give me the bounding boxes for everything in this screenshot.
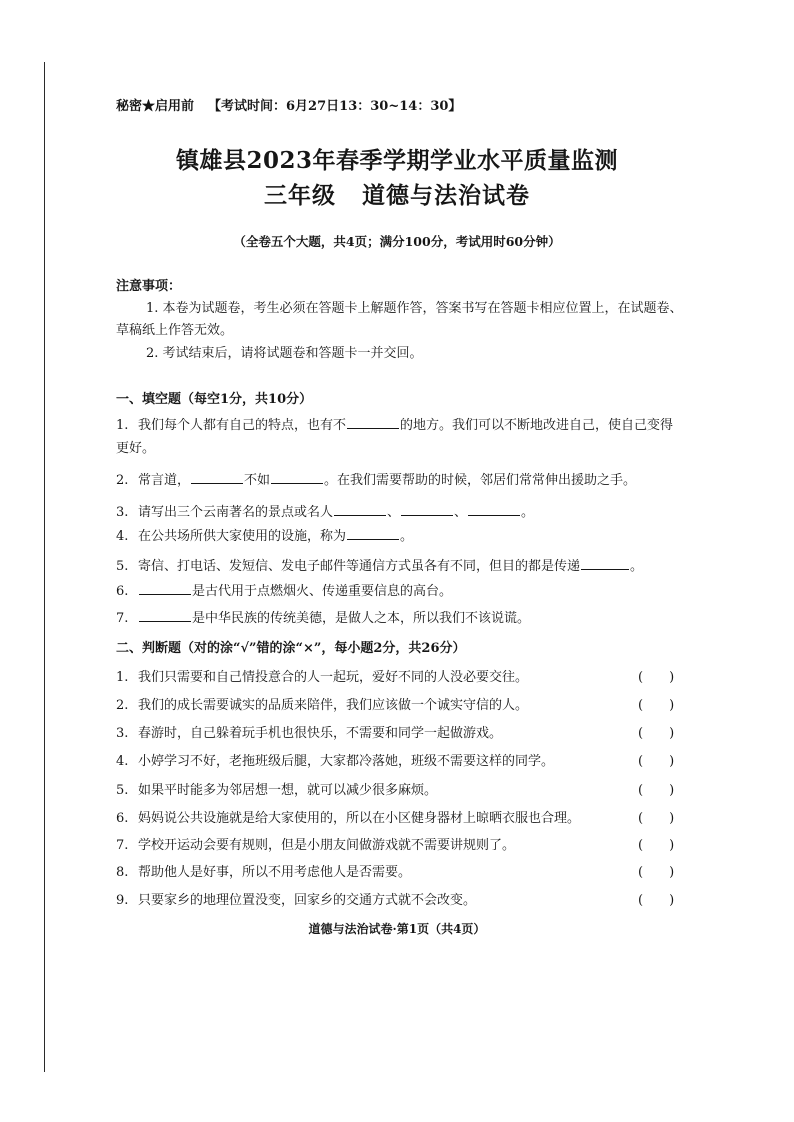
answer-blank <box>347 525 399 540</box>
question-text: 。 <box>630 559 644 574</box>
answer-blank <box>334 501 386 516</box>
true-false-question <box>116 807 686 830</box>
answer-parentheses <box>638 698 674 713</box>
question-number: 5. <box>116 783 129 798</box>
exam-subtitle-title <box>0 177 794 210</box>
question-number: 3. <box>116 726 129 741</box>
paren-open: ( <box>638 698 644 713</box>
fill-question <box>116 580 686 603</box>
confidential-label: 秘密★启用前 <box>116 99 195 114</box>
question-text: 、 <box>454 505 468 520</box>
fill-question <box>116 469 686 492</box>
question-text: 请写出三个云南著名的景点或名人 <box>138 505 334 520</box>
answer-blank <box>139 607 191 622</box>
paren-close: ) <box>669 754 675 769</box>
paren-open: ( <box>638 893 644 908</box>
paren-open: ( <box>638 865 644 880</box>
question-text: 妈妈说公共设施就是给大家使用的，所以在小区健身器材上晾晒衣服也合理。 <box>138 811 581 826</box>
paren-close: ) <box>669 670 675 685</box>
question-text: 帮助他人是好事，所以不用考虑他人是否需要。 <box>138 865 412 880</box>
answer-parentheses <box>638 754 674 769</box>
answer-blank <box>191 469 243 484</box>
answer-parentheses <box>638 783 674 798</box>
fill-question <box>116 501 686 524</box>
exam-info: （全卷五个大题，共4页；满分100分，考试用时60分钟） <box>233 234 561 249</box>
notice-item: 2. 考试结束后，请将试题卷和答题卡一并交回。 <box>146 346 423 361</box>
answer-blank <box>139 580 191 595</box>
question-text: 。在我们需要帮助的时候，邻居们常常伸出援助之手。 <box>324 473 637 488</box>
answer-parentheses <box>638 865 674 880</box>
question-text: 常言道， <box>138 473 191 488</box>
true-false-question <box>116 889 686 912</box>
paren-close: ) <box>669 893 675 908</box>
paren-open: ( <box>638 811 644 826</box>
question-number: 4. <box>116 529 129 544</box>
question-text: 、 <box>387 505 401 520</box>
fill-question <box>116 414 686 460</box>
answer-blank <box>347 414 399 429</box>
section-heading-true-false: 二、判断题（对的涂“√”错的涂“×”，每小题2分，共26分） <box>116 641 466 656</box>
answer-blank <box>468 501 520 516</box>
question-text: 如果平时能多为邻居想一想，就可以减少很多麻烦。 <box>138 783 438 798</box>
answer-parentheses <box>638 811 674 826</box>
question-text: 的地方。我们可以不断地改进自己，使自己变得更好。 <box>116 418 674 456</box>
question-text: 学校开运动会要有规则，但是小朋友间做游戏就不需要讲规则了。 <box>138 838 516 853</box>
question-number: 5. <box>116 559 129 574</box>
true-false-question <box>116 750 686 773</box>
paren-close: ) <box>669 811 675 826</box>
paren-close: ) <box>669 783 675 798</box>
question-text: 不如 <box>244 473 271 488</box>
question-number: 7. <box>116 611 129 626</box>
question-number: 1. <box>116 418 129 433</box>
fill-question <box>116 607 686 630</box>
answer-blank <box>401 501 453 516</box>
paren-close: ) <box>669 726 675 741</box>
question-number: 7. <box>116 838 129 853</box>
true-false-question <box>116 861 686 884</box>
paren-close: ) <box>669 865 675 880</box>
question-text: 在公共场所供大家使用的设施，称为 <box>138 529 347 544</box>
question-text: 我们每个人都有自己的特点，也有不 <box>138 418 347 433</box>
question-number: 2. <box>116 698 129 713</box>
answer-parentheses <box>638 838 674 853</box>
question-text: 我们只需要和自己情投意合的人一起玩，爱好不同的人没必要交往。 <box>138 670 529 685</box>
question-text: 我们的成长需要诚实的品质来陪伴，我们应该做一个诚实守信的人。 <box>138 698 529 713</box>
subject-label: 道德与法治试卷 <box>362 182 530 209</box>
true-false-question <box>116 779 686 802</box>
true-false-question <box>116 834 686 857</box>
answer-parentheses <box>638 893 674 908</box>
page-footer: 道德与法治试卷·第1页（共4页） <box>308 922 486 936</box>
question-text: 。 <box>400 529 414 544</box>
question-number: 6. <box>116 811 129 826</box>
paren-close: ) <box>669 838 675 853</box>
question-number: 9. <box>116 893 129 908</box>
question-number: 1. <box>116 670 129 685</box>
question-text: 春游时，自己躲着玩手机也很快乐，不需要和同学一起做游戏。 <box>138 726 503 741</box>
notice-item: 1. 本卷为试题卷，考生必须在答题卡上解题作答，答案书写在答题卡相应位置上，在试题卷、草稿纸上作答无效。 <box>116 301 683 338</box>
paren-open: ( <box>638 783 644 798</box>
paren-open: ( <box>638 670 644 685</box>
question-number: 8. <box>116 865 129 880</box>
fill-question <box>116 525 686 548</box>
question-text: 。 <box>521 505 535 520</box>
paren-open: ( <box>638 754 644 769</box>
question-number: 2. <box>116 473 129 488</box>
true-false-question <box>116 722 686 745</box>
question-text: 小婷学习不好，老拖班级后腿，大家都冷落她，班级不需要这样的同学。 <box>138 754 555 769</box>
exam-title: 镇雄县2023年春季学期学业水平质量监测 <box>175 147 618 174</box>
question-text: 只要家乡的地理位置没变，回家乡的交通方式就不会改变。 <box>138 893 477 908</box>
grade-label: 三年级 <box>264 182 336 209</box>
answer-parentheses <box>638 670 674 685</box>
question-text: 寄信、打电话、发短信、发电子邮件等通信方式虽各有不同，但目的都是传递 <box>138 559 581 574</box>
paren-open: ( <box>638 726 644 741</box>
exam-time: 【考试时间：6月27日13：30~14：30】 <box>208 99 462 114</box>
exam-header <box>116 95 461 114</box>
true-false-question <box>116 666 686 689</box>
answer-parentheses <box>638 726 674 741</box>
question-number: 3. <box>116 505 129 520</box>
section-heading-fill-in: 一、填空题（每空1分，共10分） <box>116 392 313 407</box>
question-text: 是古代用于点燃烟火、传递重要信息的高台。 <box>192 584 453 599</box>
question-number: 4. <box>116 754 129 769</box>
fill-question <box>116 555 686 578</box>
paren-open: ( <box>638 838 644 853</box>
true-false-question <box>116 694 686 717</box>
question-text: 是中华民族的传统美德，是做人之本，所以我们不该说谎。 <box>192 611 531 626</box>
notice-title: 注意事项： <box>116 279 182 294</box>
answer-blank <box>271 469 323 484</box>
paren-close: ) <box>669 698 675 713</box>
answer-blank <box>581 555 629 570</box>
question-number: 6. <box>116 584 129 599</box>
